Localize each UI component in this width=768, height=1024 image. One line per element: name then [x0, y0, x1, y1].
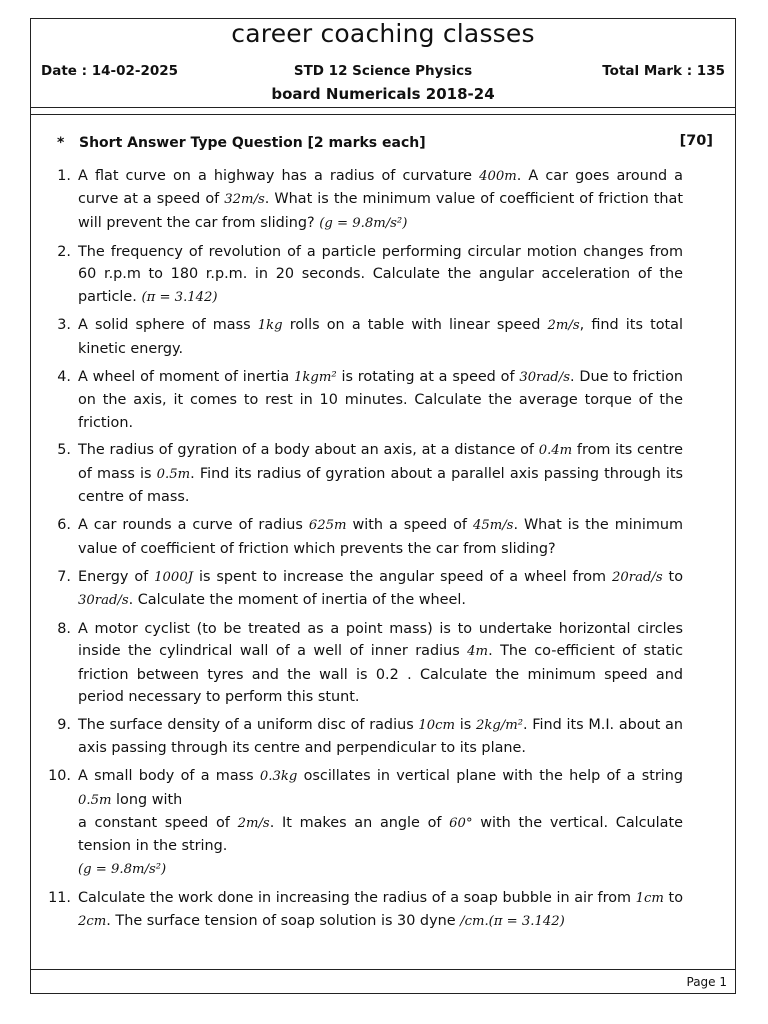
standard-subject: STD 12 Science Physics	[293, 63, 473, 79]
math-expression: 30rad/s	[78, 592, 129, 608]
question-text-segment: A motor cyclist (to be treated as a point mass) is to undertake horizontal circles inside the cylindrical wall of a well of inner radius	[78, 620, 683, 660]
question-list	[49, 165, 683, 939]
question-item	[49, 566, 683, 613]
math-expression: (g = 9.8m/s²)	[319, 215, 408, 231]
question-item	[49, 241, 683, 309]
math-expression: 32m/s	[224, 192, 265, 208]
total-mark: Total Mark : 135	[602, 63, 725, 79]
math-expression: 20rad/s	[612, 569, 663, 585]
question-text-segment: . It makes an angle of	[269, 815, 450, 832]
question-text-segment: a constant speed of	[78, 815, 238, 832]
header-divider-top	[31, 107, 735, 108]
math-expression: 2m/s	[237, 816, 270, 832]
question-text-segment: . The surface tension of soap solution is 30 dyne	[106, 913, 461, 930]
math-expression: 0.5m	[78, 792, 112, 808]
question-text-segment: . Due to friction on the axis, it comes to rest in 10 minutes. Calculate the average torque of the friction.	[78, 368, 684, 431]
math-expression: /cm.(π = 3.142)	[460, 914, 565, 930]
header-divider-bottom	[31, 114, 735, 115]
question-item	[49, 514, 683, 560]
math-expression: 1000J	[154, 569, 194, 585]
question-text	[78, 566, 683, 613]
question-text-segment: is rotating at a speed of	[336, 368, 520, 385]
math-expression: 45m/s	[472, 518, 514, 534]
question-text-segment: is spent to increase the angular speed of a wheel from	[193, 568, 612, 585]
question-text-segment: The frequency of revolution of a particle performing circular motion changes from 60 r.p.m to 180 r.p.m. in 20 seconds. Calculate the angular acceleration of the particle.	[78, 243, 683, 305]
footer-divider	[31, 969, 735, 970]
math-expression: 1cm	[635, 890, 664, 906]
question-item	[49, 887, 683, 934]
question-item	[49, 439, 683, 508]
question-number: 1.	[57, 168, 71, 184]
institute-title: career coaching classes	[231, 19, 535, 48]
question-text	[78, 439, 683, 508]
question-text-segment: The radius of gyration of a body about an axis, at a distance of	[78, 442, 539, 459]
question-number: 8.	[57, 620, 71, 637]
question-text-segment: is	[455, 716, 476, 733]
page-frame	[30, 18, 736, 994]
question-text-segment: . The co-efficient of static friction between tyres and the wall is 0.2 . Calculate the minimum speed and period necessary to perform this stunt.	[78, 643, 683, 706]
math-expression: 10cm	[418, 717, 456, 733]
question-text-segment: rolls on a table with linear speed	[282, 317, 548, 334]
math-expression: 4m	[467, 644, 489, 660]
question-text	[78, 366, 683, 434]
question-item	[49, 366, 683, 434]
math-expression: 1kg	[257, 318, 283, 334]
question-text	[78, 714, 683, 760]
question-item	[49, 714, 683, 760]
math-expression: 0.5m	[156, 466, 191, 482]
question-text	[78, 165, 683, 235]
question-text-segment: long with	[111, 791, 183, 808]
math-expression: 625m	[308, 518, 347, 534]
question-text-segment: The surface density of a uniform disc of radius	[78, 716, 419, 733]
question-text-segment: . What is the minimum value of coefficient of friction which prevents the car from sliding?	[78, 517, 683, 557]
question-number: 2.	[57, 243, 71, 260]
question-item	[49, 165, 683, 235]
math-expression: 1kgm²	[294, 369, 337, 385]
question-text-segment: . What is the minimum value of coefficient of friction that will prevent the car from sliding?	[78, 191, 683, 231]
question-item	[49, 314, 683, 360]
question-number: 4.	[57, 368, 71, 385]
question-text-segment: A small body of a mass	[78, 768, 260, 785]
paper-subtitle: board Numericals 2018-24	[271, 85, 495, 103]
math-expression: 2kg/m²	[475, 717, 524, 733]
header-meta-row	[41, 63, 725, 83]
question-text-segment: A car rounds a curve of radius	[78, 517, 309, 534]
question-item	[49, 765, 683, 881]
question-text	[78, 765, 683, 881]
math-expression: 0.3kg	[259, 769, 298, 785]
question-item	[49, 618, 683, 709]
question-text-segment: A wheel of moment of inertia	[78, 368, 294, 385]
question-text-segment: oscillates in vertical plane with the help of a string	[297, 768, 684, 785]
math-expression: 400m	[479, 169, 517, 184]
math-expression: 0.4m	[538, 443, 573, 459]
question-number: 7.	[57, 568, 71, 585]
math-expression: 2m/s	[547, 318, 580, 334]
math-expression: 60°	[449, 816, 473, 832]
question-number: 3.	[57, 317, 71, 334]
question-text-segment: to	[663, 889, 683, 906]
section-title: Short Answer Type Question [2 marks each]	[79, 135, 426, 151]
question-text	[78, 241, 683, 309]
question-text-segment: A solid sphere of mass	[78, 317, 258, 334]
question-number: 6.	[57, 517, 71, 534]
question-text-segment: . A car goes around a curve at a speed of	[78, 168, 683, 208]
page-number: Page 1	[686, 975, 727, 989]
section-bullet: *	[57, 135, 65, 151]
question-text-segment: . Find its M.I. about an axis passing through its centre and perpendicular to its plane.	[78, 716, 683, 757]
question-text-segment: with the vertical. Calculate tension in the string.	[78, 815, 683, 855]
exam-date: Date : 14-02-2025	[41, 63, 179, 79]
question-text-segment: to	[662, 568, 684, 585]
question-text-segment: Energy of	[78, 568, 155, 585]
question-text	[78, 618, 683, 709]
question-text-segment: Calculate the work done in increasing the radius of a soap bubble in air from	[78, 889, 636, 906]
math-expression: (g = 9.8m/s²)	[78, 861, 167, 877]
question-text-segment: . Calculate the moment of inertia of the wheel.	[128, 591, 466, 608]
question-text	[78, 514, 683, 560]
question-number: 9.	[57, 716, 71, 733]
question-text-segment: with a speed of	[346, 517, 473, 534]
question-number: 11.	[48, 889, 71, 906]
question-number: 10.	[48, 768, 71, 785]
question-text	[78, 314, 683, 360]
question-text-segment: . Find its radius of gyration about a parallel axis passing through its centre of mass.	[78, 465, 683, 506]
question-text-segment: , find its total kinetic energy.	[78, 317, 683, 357]
math-expression: 2cm	[78, 914, 107, 930]
question-text	[78, 887, 683, 934]
section-marks: [70]	[679, 133, 713, 149]
question-number: 5.	[57, 442, 71, 459]
math-expression: 30rad/s	[519, 369, 570, 385]
question-text-segment: A flat curve on a highway has a radius of curvature	[78, 168, 480, 184]
question-text-segment: from its centre of mass is	[78, 442, 683, 482]
math-expression: (π = 3.142)	[141, 289, 218, 305]
section-heading	[57, 135, 713, 155]
